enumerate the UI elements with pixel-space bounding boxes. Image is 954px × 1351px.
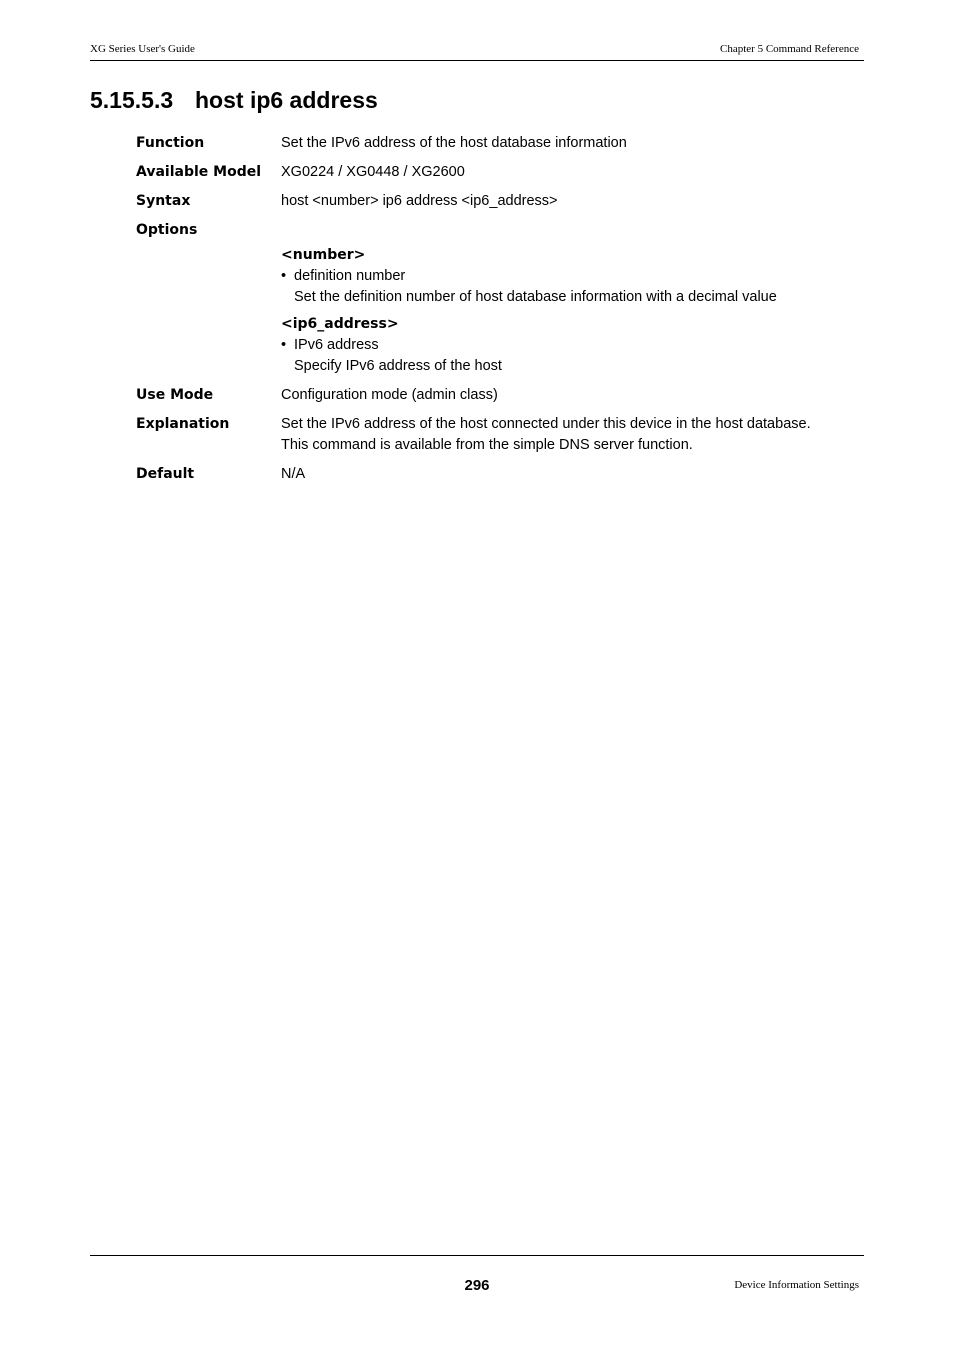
page-number: 296 [464,1277,490,1294]
running-footer-right: Device Information Settings [734,1279,859,1291]
option-name: <ip6_address> [281,316,399,332]
options-row [136,220,856,377]
running-header-left: XG Series User's Guide [90,43,195,55]
use-mode-value: Configuration mode (admin class) [281,387,498,403]
option-item: IPv6 address [294,337,379,353]
function-row [136,133,856,154]
option-item: definition number [294,268,406,284]
running-header-right: Chapter 5 Command Reference [720,43,859,55]
options-list [281,220,856,377]
header-rule [90,60,864,61]
use-mode-row [136,385,856,406]
explanation-row [136,414,856,456]
explanation-line: This command is available from the simple DNS server function. [281,437,693,453]
explanation-label: Explanation [136,416,230,432]
bullet-glyph: • [281,337,287,353]
explanation-value [281,414,856,456]
footer-rule [90,1255,864,1256]
option-bullet-item [281,266,856,287]
option-bullet-item [281,335,856,356]
section-heading [90,84,378,116]
option-description: Set the definition number of host database information with a decimal value [294,289,777,305]
options-spacer [281,220,856,241]
syntax-value: host <number> ip6 address <ip6_address> [281,193,558,209]
explanation-line: Set the IPv6 address of the host connected under this device in the host database. [281,416,811,432]
function-label: Function [136,135,205,151]
function-value: Set the IPv6 address of the host database information [281,135,627,151]
command-description [136,133,856,493]
bullet-glyph: • [281,268,287,284]
syntax-row [136,191,856,212]
options-label: Options [136,222,198,238]
option-ip6-address [281,314,856,377]
section-title: host ip6 address [195,87,378,113]
default-value: N/A [281,466,306,482]
use-mode-label: Use Mode [136,387,214,403]
default-label: Default [136,466,195,482]
available-model-value: XG0224 / XG0448 / XG2600 [281,164,465,180]
default-row [136,464,856,485]
option-name: <number> [281,247,366,263]
available-model-label: Available Model [136,164,262,180]
option-description: Specify IPv6 address of the host [294,358,502,374]
available-model-row [136,162,856,183]
section-number: 5.15.5.3 [90,87,174,113]
syntax-label: Syntax [136,193,191,209]
option-number [281,245,856,308]
